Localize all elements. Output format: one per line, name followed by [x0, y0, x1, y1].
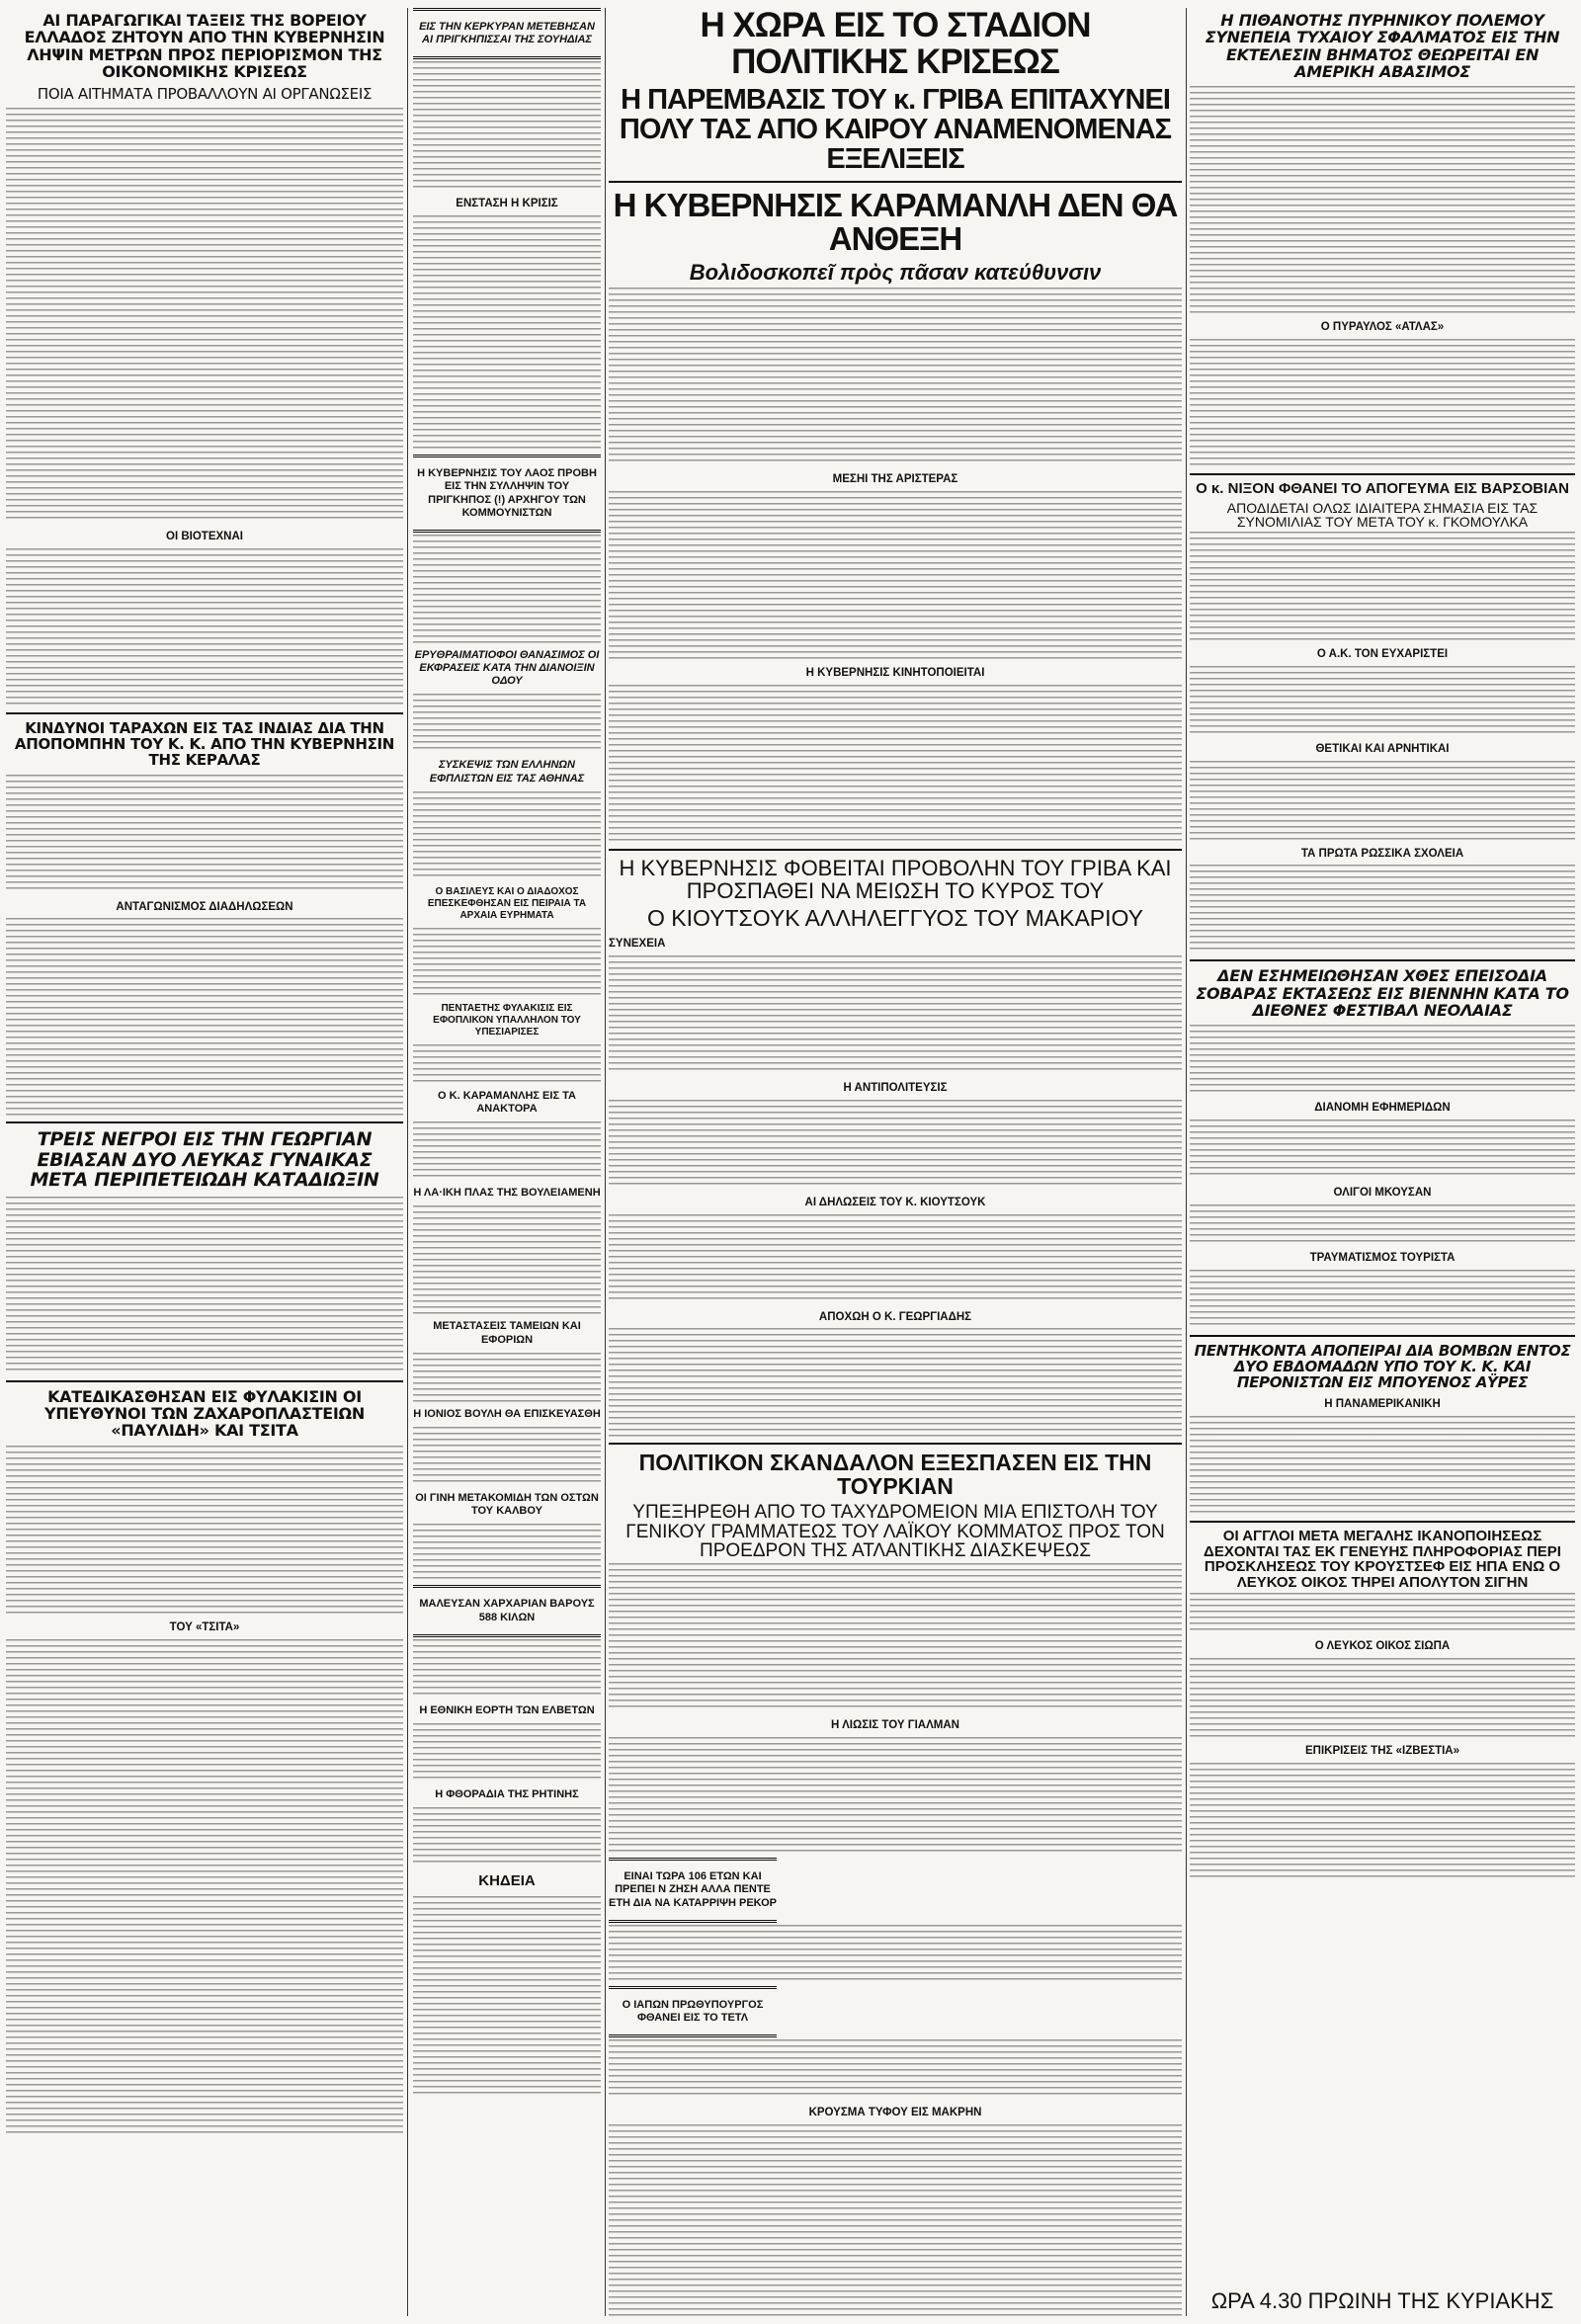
headline-charcharias: ΜΑΛΕΥΣΑΝ ΧΑΡΧΑΡΙΑΝ ΒΑΡΟΥΣ 588 ΚΙΛΩΝ [419, 1598, 595, 1623]
headline-anglia: ΟΙ ΑΓΓΛΟΙ ΜΕΤΑ ΜΕΓΑΛΗΣ ΙΚΑΝΟΠΟΙΗΣΕΩΣ ΔΕΧΟΝΤΑΙ ΤΑΣ ΕΚ ΓΕΝΕΥΗΣ ΠΛΗΡΟΦΟΡΙΑΣ ΠΕΡΙ ΠΡΟΣΚΛΗΣΕΩΣ ΤΟΥ ΚΡΟΥΣΤΣΕΦ ΕΙΣ ΗΠΑ ΕΝΩ Ο ΛΕΥΚΟΣ ΟΙΚΟΣ ΤΗΡΕΙ ΑΠΟΛΥΤΟΝ ΣΙΓΗΝ [1204, 1527, 1561, 1592]
subhead-krisis: ΕΝΣΤΑΣΗ Η ΚΡΙΣΙΣ [456, 198, 558, 210]
subhead-traumatismos: ΤΡΑΥΜΑΤΙΣΜΟΣ ΤΟΥΡΙΣΤΑ [1309, 1251, 1456, 1264]
column-2 [413, 8, 601, 2316]
column-rule [407, 8, 408, 2316]
headline-india-kerala: ΚΙΝΔΥΝΟΙ ΤΑΡΑΧΩΝ ΕΙΣ ΤΑΣ ΙΝΔΙΑΣ ΔΙΑ ΤΗΝ ΑΠΟΠΟΜΠΗΝ ΤΟΥ Κ. Κ. ΑΠΟ ΤΗΝ ΚΥΒΕΡΝΗΣΙΝ ΤΗΣ ΚΕΡΑΛΑΣ [14, 719, 395, 770]
headline-oikogenia: ΟΙ ΓΙΝΗ ΜΕΤΑΚΟΜΙΔΗ ΤΩΝ ΟΣΤΩΝ ΤΟΥ ΚΑΛΒΟΥ [415, 1491, 599, 1518]
article-text [413, 694, 601, 753]
label-synecheia: ΣΥΝΕΧΕΙΑ [609, 938, 666, 951]
article-text [413, 1524, 601, 1583]
headline-eruthr: ΕΡΥΘΡΑΙΜΑΤΙΟΦΟΙ ΘΑΝΑΣΙΜΟΣ ΟΙ ΕΚΦΡΑΣΕΙΣ ΚΑΤΑ ΤΗΝ ΔΙΑΝΟΙΞΙΝ ΟΔΟΥ [414, 648, 600, 688]
article-text [609, 955, 1182, 1074]
article-text [1190, 666, 1575, 735]
subhead-oligoi: ΟΛΙΓΟΙ ΜΚΟΥΣΑΝ [1333, 1186, 1432, 1199]
subhead-antagonismos: ΑΝΤΑΓΩΝΙΣΜΟΣ ΔΙΑΔΗΛΩΣΕΩΝ [116, 900, 293, 913]
subhead-tsita: ΤΟΥ «ΤΣΙΤΑ» [169, 1620, 240, 1633]
subhead-episkrisis: ΕΠΙΚΡΙΣΕΙΣ ΤΗΣ «ΙΖΒΕΣΤΙΑ» [1304, 1744, 1460, 1757]
subhead-krousma: ΚΡΟΥΣΜΑ ΤΥΦΟΥ ΕΙΣ ΜΑΚΡΗΝ [808, 2107, 982, 2119]
main-headline-1: Η ΧΩΡΑ ΕΙΣ ΤΟ ΣΤΑΔΙΟΝ ΠΟΛΙΤΙΚΗΣ ΚΡΙΣΕΩΣ [700, 8, 1091, 81]
article-text [6, 1197, 403, 1374]
article-text [6, 775, 403, 893]
headline-syskepsis: ΣΥΣΚΕΨΙΣ ΤΩΝ ΕΛΛΗΝΩΝ ΕΦΠΛΙΣΤΩΝ ΕΙΣ ΤΑΣ ΑΘΗΝΑΣ [429, 759, 585, 785]
article-text [1190, 532, 1575, 640]
headline-griva-2: Ο ΚΙΟΥΤΣΟΥΚ ΑΛΛΗΛΕΓΓΥΟΣ ΤΟΥ ΜΑΚΑΡΙΟΥ [646, 904, 1144, 931]
headline-rekor: ΕΙΝΑΙ ΤΩΡΑ 106 ΕΤΩΝ ΚΑΙ ΠΡΕΠΕΙ Ν ΖΗΣΗ ΑΛΛΑ ΠΕΝΤΕ ΕΤΗ ΔΙΑ ΝΑ ΚΑΤΑΡΡΙΨΗ ΡΕΚΟΡ [609, 1870, 778, 1909]
headline-vorios-ellada: ΑΙ ΠΑΡΑΓΩΓΙΚΑΙ ΤΑΞΕΙΣ ΤΗΣ ΒΟΡΕΙΟΥ ΕΛΛΑΔΟΣ ΖΗΤΟΥΝ ΑΠΟ ΤΗΝ ΚΥΒΕΡΝΗΣΙΝ ΛΗΨΙΝ ΜΕΤΡΩΝ ΠΡΟΣ ΠΕΡΙΟΡΙΣΜΟΝ ΤΗΣ ΟΙΚΟΝΟΜΙΚΗΣ ΚΡΙΣΕΩΣ [24, 11, 385, 81]
subhead-atlas: Ο ΠΥΡΑΥΛΟΣ «ΑΤΛΑΣ» [1320, 321, 1445, 334]
article-text [413, 61, 601, 190]
article-text [6, 1446, 403, 1614]
headline-vasileus: Ο ΒΑΣΙΛΕΥΣ ΚΑΙ Ο ΔΙΑΔΟΧΟΣ ΕΠΕΣΚΕΦΘΗΣΑΝ ΕΙΣ ΠΕΙΡΑΙΑ ΤΑ ΑΡΧΑΙΑ ΕΥΡΗΜΑΤΑ [427, 885, 587, 921]
subhead-apoxi: ΑΠΟΧΩΗ Ο Κ. ΓΕΩΡΓΙΑΔΗΣ [818, 1310, 972, 1323]
article-text [413, 215, 601, 453]
article-text [6, 548, 403, 706]
headline-georgia: ΤΡΕΙΣ ΝΕΓΡΟΙ ΕΙΣ ΤΗΝ ΓΕΩΡΓΙΑΝ ΕΒΙΑΣΑΝ ΔΥΟ ΛΕΥΚΑΣ ΓΥΝΑΙΚΑΣ ΜΕΤΑ ΠΕΡΙΠΕΤΕΙΩΔΗ ΚΑΤΑΔΙΩΞΙΝ [30, 1128, 379, 1192]
subhead-dianomi: ΔΙΑΝΟΜΗ ΕΦΗΜΕΡΙΔΩΝ [1314, 1102, 1451, 1115]
footer-time: ΩΡΑ 4.30 ΠΡΩΙΝΗ ΤΗΣ ΚΥΡΙΑΚΗΣ [1210, 2287, 1554, 2313]
headline-pentaetis: ΠΕΝΤΑΕΤΗΣ ΦΥΛΑΚΙΣΙΣ ΕΙΣ ΕΦΟΠΛΙΚΟΝ ΥΠΑΛΛΗΛΟΝ ΤΟΥ ΥΠΕΣΙΑΡΙΣΕΣ [433, 1002, 581, 1038]
subhead-aristeras: ΜΕΣΗΙ ΤΗΣ ΑΡΙΣΤΕΡΑΣ [832, 473, 958, 486]
subhead-antipoliteias: Η ΑΝΤΙΠΟΛΙΤΕΥΣΙΣ [843, 1081, 948, 1094]
article-text [609, 1328, 1182, 1437]
headline-griva-1: Η ΚΥΒΕΡΝΗΣΙΣ ΦΟΒΕΙΤΑΙ ΠΡΟΒΟΛΗΝ ΤΟΥ ΓΡΙΒΑ ΚΑΙ ΠΡΟΣΠΑΘΕΙ ΝΑ ΜΕΙΩΣΗ ΤΟ ΚΥΡΟΣ ΤΟΥ [619, 855, 1172, 903]
article-text [413, 1807, 601, 1867]
article-text [1190, 1658, 1575, 1737]
article-text [609, 2124, 1182, 2316]
headline-metastaseis: ΜΕΤΑΣΤΑΣΕΙΣ ΤΑΜΕΙΩΝ ΚΑΙ ΕΦΟΡΙΩΝ [433, 1320, 581, 1346]
article-text [609, 491, 1182, 659]
subheadline-aitimata: ΠΟΙΑ ΑΙΤΗΜΑΤΑ ΠΡΟΒΑΛΛΟΥΝ ΑΙ ΟΡΓΑΝΩΣΕΙΣ [37, 85, 373, 104]
subhead-gialman: Η ΛΙΩΣΙΣ ΤΟΥ ΓΙΑΛΜΑΝ [831, 1719, 959, 1732]
article-text [609, 2039, 1182, 2099]
article-text [6, 1639, 403, 2133]
article-text [413, 1205, 601, 1314]
article-text [413, 1723, 601, 1783]
subhead-thetikai: ΘΕΤΙΚΑΙ ΚΑΙ ΑΡΝΗΤΙΚΑΙ [1315, 742, 1450, 755]
article-text [1190, 1204, 1575, 1244]
column-1 [6, 8, 403, 2316]
subhead-kinitopoieitai: Η ΚΥΒΕΡΝΗΣΙΣ ΚΙΝΗΤΟΠΟΙΕΙΤΑΙ [805, 666, 985, 679]
article-text [413, 535, 601, 643]
article-text [609, 1100, 1182, 1189]
column-rule [1186, 8, 1187, 2316]
headline-ionios: Η ΙΟΝΙΟΣ ΒΟΥΛΗ ΘΑ ΕΠΙΣΚΕΥΑΣΘΗ [413, 1407, 601, 1420]
headline-vomvon: ΠΕΝΤΗΚΟΝΤΑ ΑΠΟΠΕΙΡΑΙ ΔΙΑ ΒΟΜΒΩΝ ΕΝΤΟΣ ΔΥΟ ΕΒΔΟΜΑΔΩΝ ΥΠΟ ΤΟΥ Κ. Κ. ΚΑΙ ΠΕΡΟΝΙΣΤΩΝ ΕΙΣ ΜΠΟΥΕΝΟΣ ΑΫΡΕΣ [1194, 1341, 1571, 1391]
article-text [1190, 1120, 1575, 1179]
article-text [413, 1353, 601, 1402]
headline-japon: Ο ΙΑΠΩΝ ΠΡΩΘΥΠΟΥΡΓΟΣ ΦΘΑΝΕΙ ΕΙΣ ΤΟ ΤΕΤΛ [622, 1998, 764, 2024]
article-text [1190, 1025, 1575, 1094]
article-text [413, 1121, 601, 1181]
headline-nixon-1: Ο κ. ΝΙΞΟΝ ΦΘΑΝΕΙ ΤΟ ΑΠΟΓΕΥΜΑ ΕΙΣ ΒΑΡΣΟΒΙΑΝ [1196, 479, 1569, 497]
article-text [413, 1896, 601, 2094]
headline-zacharoplasteia: ΚΑΤΕΔΙΚΑΣΘΗΣΑΝ ΕΙΣ ΦΥΛΑΚΙΣΙΝ ΟΙ ΥΠΕΥΘΥΝΟΙ ΤΩΝ ΖΑΧΑΡΟΠΛΑΣΤΕΙΩΝ «ΠΑΥΛΙΔΗ» ΚΑΙ ΤΣΙΤΑ [44, 1386, 365, 1441]
article-text [1190, 1416, 1575, 1515]
headline-karamanlis: Ο Κ. ΚΑΡΑΜΑΝΛΗΣ ΕΙΣ ΤΑ ΑΝΑΚΤΟΡΑ [438, 1089, 576, 1116]
headline-nixon-2: ΑΠΟΔΙΔΕΤΑΙ ΟΛΩΣ ΙΔΙΑΙΤΕΡΑ ΣΗΜΑΣΙΑ ΕΙΣ ΤΑΣ ΣΥΝΟΜΙΛΙΑΣ ΤΟΥ ΜΕΤΑ ΤΟΥ κ. ΓΚΟΜΟΥΛΚΑ [1226, 499, 1539, 531]
headline-tourkia-2: ΥΠΕΞΗΡΕΘΗ ΑΠΟ ΤΟ ΤΑΧΥΔΡΟΜΕΙΟΝ ΜΙΑ ΕΠΙΣΤΟΛΗ ΤΟΥ ΓΕΝΙΚΟΥ ΓΡΑΜΜΑΤΕΩΣ ΤΟΥ ΛΑΪΚΟΥ ΚΟΜΜΑΤΟΣ ΠΡΟΣ ΤΟΝ ΠΡΟΕΔΡΟΝ ΤΗΣ ΑΤΛΑΝΤΙΚΗΣ ΔΙΑΣΚΕΨΕΩΣ [625, 1501, 1165, 1562]
subhead-sxoleia: ΤΑ ΠΡΩΤΑ ΡΩΣΣΙΚΑ ΣΧΟΛΕΙΑ [1300, 847, 1464, 860]
article-text [413, 1044, 601, 1084]
article-text [1190, 761, 1575, 840]
article-text [413, 1639, 601, 1699]
heading-kideia: ΚΗΔΕΙΑ [478, 1872, 536, 1890]
headline-pyrinikos: Η ΠΙΘΑΝΟΤΗΣ ΠΥΡΗΝΙΚΟΥ ΠΟΛΕΜΟΥ ΣΥΝΕΠΕΙΑ ΤΥΧΑΙΟΥ ΣΦΑΛΜΑΤΟΣ ΕΙΣ ΤΗΝ ΕΚΤΕΛΕΣΙΝ ΒΗΜΑΤΟΣ ΘΕΩΡΕΙΤΑΙ ΕΝ ΑΜΕΡΙΚΗ ΑΒΑΣΙΜΟΣ [1205, 11, 1560, 81]
article-text [1190, 865, 1575, 954]
article-text [1190, 1593, 1575, 1632]
article-text [609, 1563, 1182, 1711]
headline-kerkyra: ΕΙΣ ΤΗΝ ΚΕΡΚΥΡΑΝ ΜΕΤΕΒΗΣΑΝ ΑΙ ΠΡΙΓΚΗΠΙΣΣΑΙ ΤΗΣ ΣΟΥΗΔΙΑΣ [419, 21, 595, 46]
headline-tourkia: ΠΟΛΙΤΙΚΟΝ ΣΚΑΝΔΑΛΟΝ ΕΞΕΣΠΑΣΕΝ ΕΙΣ ΤΗΝ ΤΟΥΡΚΙΑΝ [638, 1450, 1152, 1500]
article-text [609, 1737, 1182, 1856]
headline-fyhtoria: Η ΦΘΟΡΑΔΙΑ ΤΗΣ ΡΗΤΙΝΗΣ [435, 1787, 579, 1800]
article-text [6, 108, 403, 523]
subhead-ak: Ο Α.Κ. ΤΟΝ ΕΥΧΑΡΙΣΤΕΙ [1316, 647, 1449, 660]
subhead-viotexnai: ΟΙ ΒΙΟΤΕΧΝΑΙ [166, 531, 243, 543]
column-rule [605, 8, 606, 2316]
article-text [413, 791, 601, 880]
main-headline-3: Η ΚΥΒΕΡΝΗΣΙΣ ΚΑΡΑΜΑΝΛΗ ΔΕΝ ΘΑ ΑΝΘΕΞΗ [613, 186, 1178, 258]
subhead-leukos: Ο ΛΕΥΚΟΣ ΟΙΚΟΣ ΣΙΩΠΑ [1314, 1639, 1451, 1652]
article-text [609, 1925, 1182, 1984]
article-text [1190, 86, 1575, 313]
article-text [1190, 1270, 1575, 1329]
subhead-dilosis: ΑΙ ΔΗΛΩΣΕΙΣ ΤΟΥ Κ. ΚΙΟΥΤΣΟΥΚ [804, 1196, 986, 1208]
article-text [413, 928, 601, 997]
article-text [1190, 1763, 1575, 1881]
column-4 [1190, 8, 1575, 2316]
article-text [1190, 339, 1575, 467]
headline-ethniki: Η ΕΘΝΙΚΗ ΕΟΡΤΗ ΤΩΝ ΕΛΒΕΤΩΝ [419, 1703, 595, 1716]
main-headline-2: Η ΠΑΡΕΜΒΑΣΙΣ ΤΟΥ κ. ΓΡΙΒΑ ΕΠΙΤΑΧΥΝΕΙ ΠΟΛΥ ΤΑΣ ΑΠΟ ΚΑΙΡΟΥ ΑΝΑΜΕΝΟΜΕΝΑΣ ΕΞΕΛΙΞΕΙΣ [619, 83, 1172, 176]
headline-vienni: ΔΕΝ ΕΣΗΜΕΙΩΘΗΣΑΝ ΧΘΕΣ ΕΠΕΙΣΟΔΙΑ ΣΟΒΑΡΑΣ ΕΚΤΑΣΕΩΣ ΕΙΣ ΒΙΕΝΝΗΝ ΚΑΤΑ ΤΟ ΔΙΕΘΝΕΣ ΦΕΣΤΙΒΑΛ ΝΕΟΛΑΙΑΣ [1196, 966, 1569, 1020]
headline-laos: Η ΚΥΒΕΡΝΗΣΙΣ ΤΟΥ ΛΑΟΣ ΠΡΟΒΗ ΕΙΣ ΤΗΝ ΣΥΛΛΗΨΙΝ ΤΟΥ ΠΡΙΓΚΗΠΟΣ (!) ΑΡΧΗΓΟΥ ΤΩΝ ΚΟΜΜΟΥΝΙΣΤΩΝ [417, 467, 597, 519]
article-text [609, 288, 1182, 465]
article-text [609, 685, 1182, 843]
article-text [413, 1427, 601, 1486]
main-headline-4: Βολιδοσκοπεῖ πρὸς πᾶσαν κατεύθυνσιν [689, 260, 1102, 286]
article-text [6, 918, 403, 1116]
column-3 [609, 8, 1182, 2316]
subhead-panamerikanikoi: Η ΠΑΝΑΜΕΡΙΚΑΝΙΚΗ [1324, 1398, 1441, 1411]
article-text [609, 1214, 1182, 1303]
headline-plas: Η ΛΑ·ΙΚΗ ΠΛΑΣ ΤΗΣ ΒΟΥΛΕΙΑΜΕΝΗ [413, 1187, 601, 1200]
